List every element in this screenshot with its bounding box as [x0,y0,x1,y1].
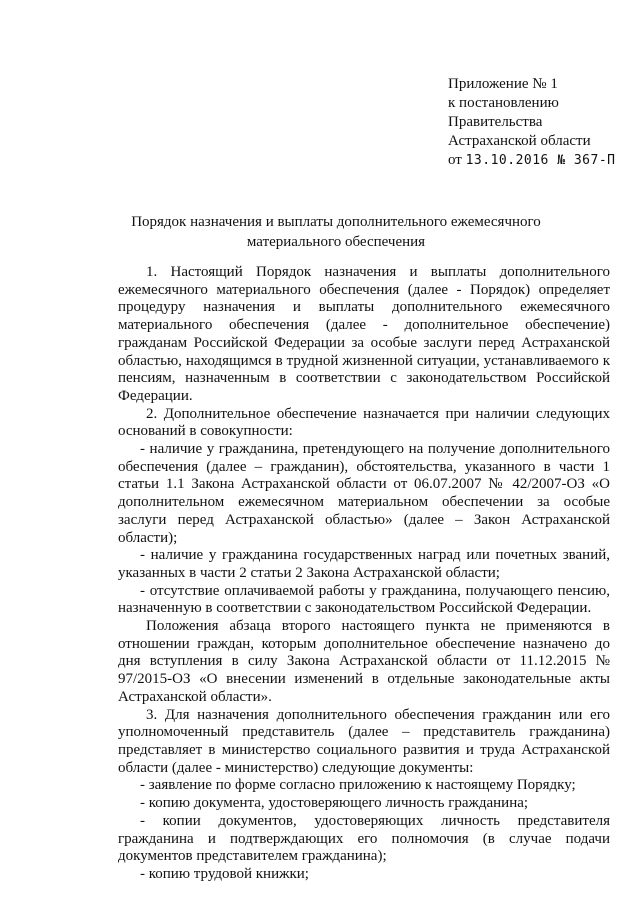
appendix-to-resolution: к постановлению [448,95,559,111]
list-item: - заявление по форме согласно приложению к настоящему Порядку; [140,777,576,794]
paragraph: 2. Дополнительное обеспечение назначается при наличии следующих оснований в совокупности: [118,405,610,440]
title-line: материального обеспечения [246,234,426,250]
list-item: - наличие у гражданина государственных наград или почетных званий, указанных в части 2 статьи 2 Закона Астраханской области; [118,547,610,581]
appendix-government: Правительства [448,114,543,130]
date-stamp: 13.10.2016 № 367-П [465,153,616,168]
paragraph: 1. Настоящий Порядок назначения и выплаты дополнительного ежемесячного материального обеспечения (далее - Порядок) определяет процедуру назначения и выплаты дополнительного ежемесячного материального обеспечения (далее - дополнительное обеспечение) гражданам Российской Федерации за особые заслуги перед Астраханской областью, находящимся в трудной жизненной ситуации, устанавливаемого к пенсиям, назначенным в соответствии с законодательством Российской Федерации. [118,264,610,404]
list-item: - копию документа, удостоверяющего личность гражданина; [140,795,529,812]
paragraph: Положения абзаца второго настоящего пункта не применяются в отношении граждан, которым дополнительное обеспечение назначено до дня вступления в силу Закона Астраханской области от 11.12.2015 № 97/2015-ОЗ «О внесении изменений в отдельные законодательные акты Астраханской области». [118,618,610,705]
appendix-header [448,75,616,170]
date-prefix: от [448,152,462,168]
document-body [118,264,610,884]
document-title [100,212,572,252]
paragraph: 3. Для назначения дополнительного обеспечения гражданин или его уполномоченный представитель (далее – представитель гражданина) представляет в министерство социального развития и труда Астраханской области (далее - министерство) следующие документы: [118,706,610,776]
list-item: - наличие у гражданина, претендующего на получение дополнительного обеспечения (далее – гражданин), обстоятельства, указанного в части 1 статьи 1.1 Закона Астраханской области от 06.07.2007 № 42/2007-ОЗ «О дополнительном ежемесячном материальном обеспечении за особые заслуги перед Астраханской областью» (далее – Закон Астраханской области); [118,441,610,546]
list-item: - копии документов, удостоверяющих личность представителя гражданина и подтверждающих его полномочия (в случае подачи документов представителем гражданина); [118,812,610,865]
appendix-number: Приложение № 1 [448,76,558,92]
title-line: Порядок назначения и выплаты дополнительного ежемесячного [131,214,541,230]
list-item: - отсутствие оплачиваемой работы у гражданина, получающего пенсию, назначенную в соответствии с законодательством Российской Федерации. [118,582,610,617]
appendix-region: Астраханской области [448,133,591,149]
list-item: - копию трудовой книжки; [140,865,309,882]
appendix-date-line [448,151,616,170]
